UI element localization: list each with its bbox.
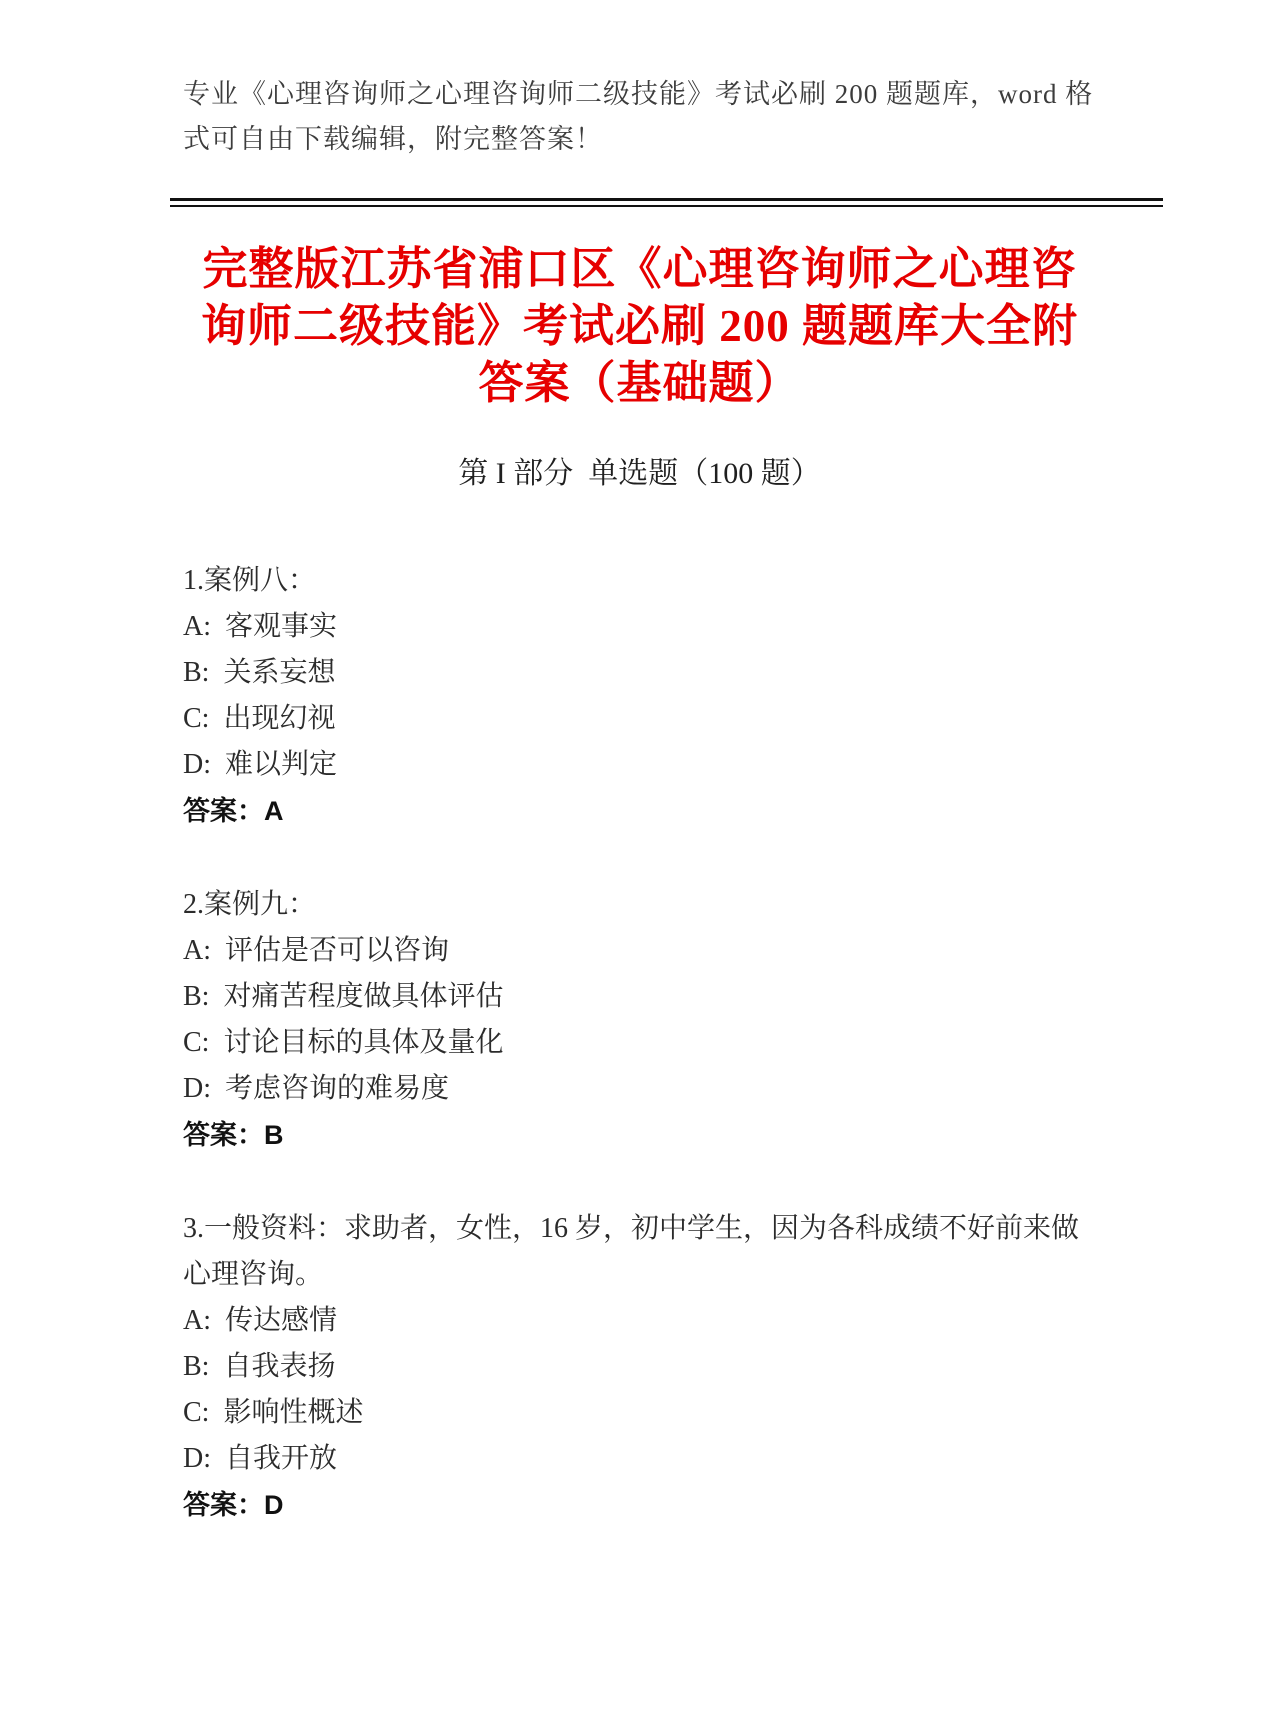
question-2 — [183, 882, 1098, 1158]
question-2-answer: 答案：B — [183, 1120, 284, 1150]
question-2-option-b: B: 对痛苦程度做具体评估 — [183, 981, 504, 1012]
question-3 — [183, 1206, 1098, 1528]
question-1 — [183, 558, 1098, 834]
question-list — [183, 558, 1098, 1528]
document-title: 完整版江苏省浦口区《心理咨询师之心理咨询师二级技能》考试必刷 200 题题库大全附答案（基础题） — [200, 244, 1078, 408]
document-page — [0, 72, 1275, 1722]
question-3-stem: 3.一般资料：求助者，女性，16 岁，初中学生，因为各科成绩不好前来做心理咨询。 — [183, 1213, 1080, 1290]
section-heading: 第 I 部分 单选题（100 题） — [458, 457, 821, 490]
question-2-option-a: A: 评估是否可以咨询 — [183, 935, 450, 966]
question-3-option-c: C: 影响性概述 — [183, 1397, 364, 1428]
question-1-option-d: D: 难以判定 — [183, 749, 338, 780]
question-1-answer: 答案：A — [183, 796, 284, 826]
question-1-option-a: A: 客观事实 — [183, 611, 338, 642]
header-notice: 专业《心理咨询师之心理咨询师二级技能》考试必刷 200 题题库，word 格式可自由下载编辑，附完整答案！ — [183, 79, 1094, 154]
question-2-option-d: D: 考虑咨询的难易度 — [183, 1073, 450, 1104]
question-1-option-c: C: 出现幻视 — [183, 703, 336, 734]
question-3-answer: 答案：D — [183, 1490, 284, 1520]
header-divider-double-rule — [170, 198, 1163, 207]
question-1-stem: 1.案例八： — [183, 565, 317, 596]
question-3-option-d: D: 自我开放 — [183, 1443, 338, 1474]
question-2-option-c: C: 讨论目标的具体及量化 — [183, 1027, 504, 1058]
question-1-option-b: B: 关系妄想 — [183, 657, 336, 688]
question-3-option-b: B: 自我表扬 — [183, 1351, 336, 1382]
question-2-stem: 2.案例九： — [183, 889, 317, 920]
question-3-option-a: A: 传达感情 — [183, 1305, 338, 1336]
